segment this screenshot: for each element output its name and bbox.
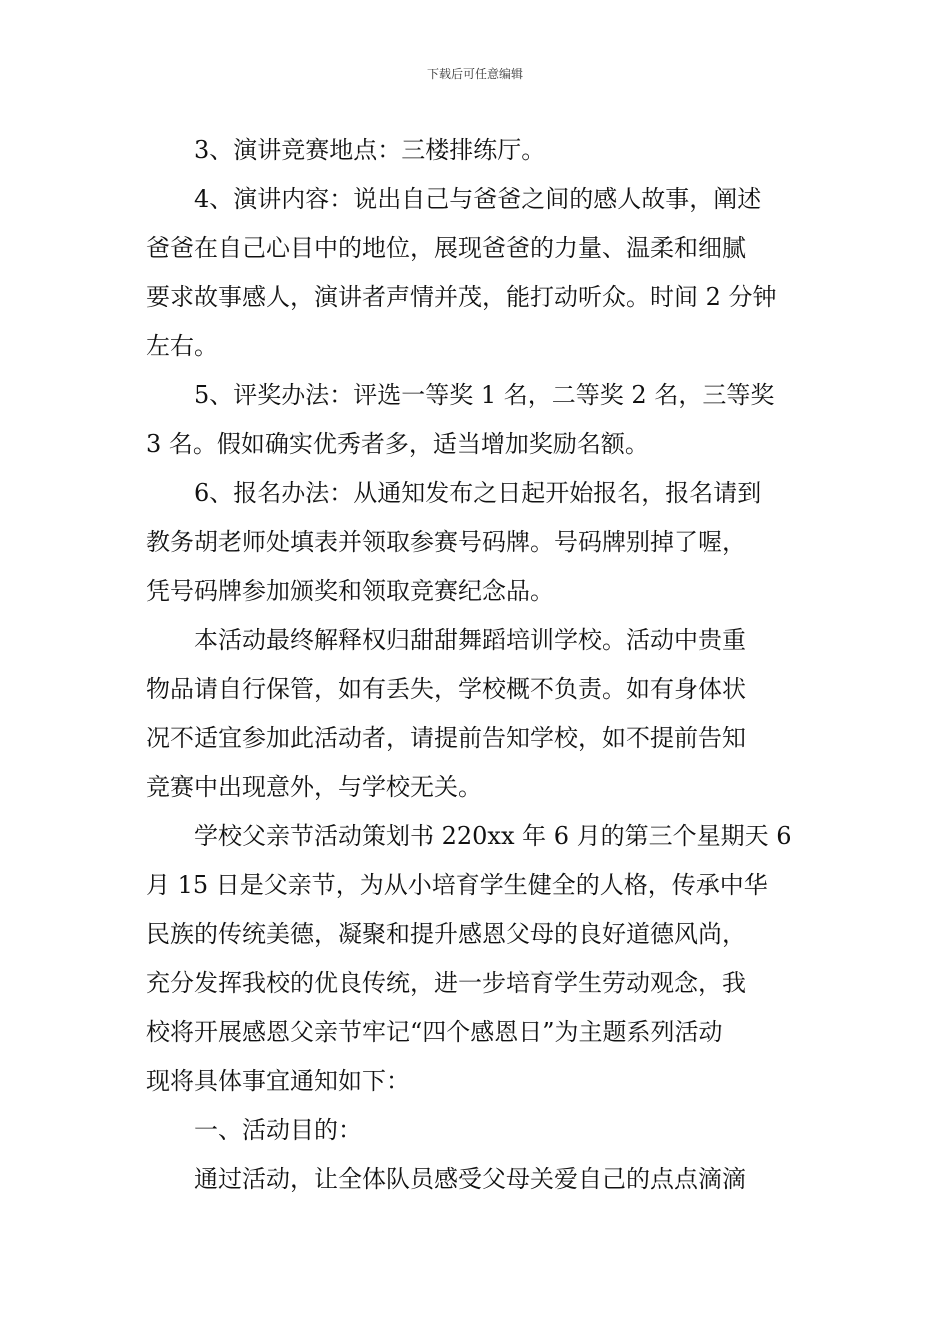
paragraph-awards [146,371,808,469]
text-line: 通过活动，让全体队员感受父母关爱自己的点点滴滴 [194,1165,746,1193]
paragraph-purpose [146,1155,808,1204]
text-line: 凭号码牌参加颁奖和领取竞赛纪念品。 [146,577,554,605]
paragraph-venue [146,126,808,175]
text-line: 况不适宜参加此活动者，请提前告知学校，如不提前告知 [146,724,746,752]
text-line: 爸爸在自己心目中的地位，展现爸爸的力量、温柔和细腻 [146,234,746,262]
text-line: 物品请自行保管，如有丢失，学校概不负责。如有身体状 [146,675,746,703]
paragraph-fathers-day-plan [146,812,808,1106]
text-line: 充分发挥我校的优良传统，进一步培育学生劳动观念，我 [146,969,746,997]
text-line: 教务胡老师处填表并领取参赛号码牌。号码牌别掉了喔， [146,528,746,556]
text-line: 4、演讲内容：说出自己与爸爸之间的感人故事，阐述 [194,185,762,213]
text-line: 竞赛中出现意外，与学校无关。 [146,773,482,801]
paragraph-speech-content [146,175,808,371]
text-line: 左右。 [146,332,218,360]
text-line: 民族的传统美德，凝聚和提升感恩父母的良好道德风尚， [146,920,746,948]
text-line: 校将开展感恩父亲节牢记“四个感恩日”为主题系列活动 [146,1018,723,1046]
paragraph-disclaimer [146,616,808,812]
section-heading-purpose [146,1106,808,1155]
text-line: 要求故事感人，演讲者声情并茂，能打动听众。时间 2 分钟 [146,283,777,311]
text-line: 5、评奖办法：评选一等奖 1 名，二等奖 2 名，三等奖 [194,381,775,409]
text-line: 学校父亲节活动策划书 220xx 年 6 月的第三个星期天 6 [194,822,792,850]
text-line: 3 名。假如确实优秀者多，适当增加奖励名额。 [146,430,649,458]
text-line: 一、活动目的： [194,1116,362,1144]
paragraph-registration [146,469,808,616]
text-line: 现将具体事宜通知如下： [146,1067,410,1095]
document-body [146,126,808,1204]
text-line: 本活动最终解释权归甜甜舞蹈培训学校。活动中贵重 [194,626,746,654]
text-line: 3、演讲竞赛地点：三楼排练厅。 [194,136,546,164]
text-line: 6、报名办法：从通知发布之日起开始报名，报名请到 [194,479,762,507]
text-line: 月 15 日是父亲节，为从小培育学生健全的人格，传承中华 [146,871,768,899]
page-header: 下载后可任意编辑 [426,67,523,81]
